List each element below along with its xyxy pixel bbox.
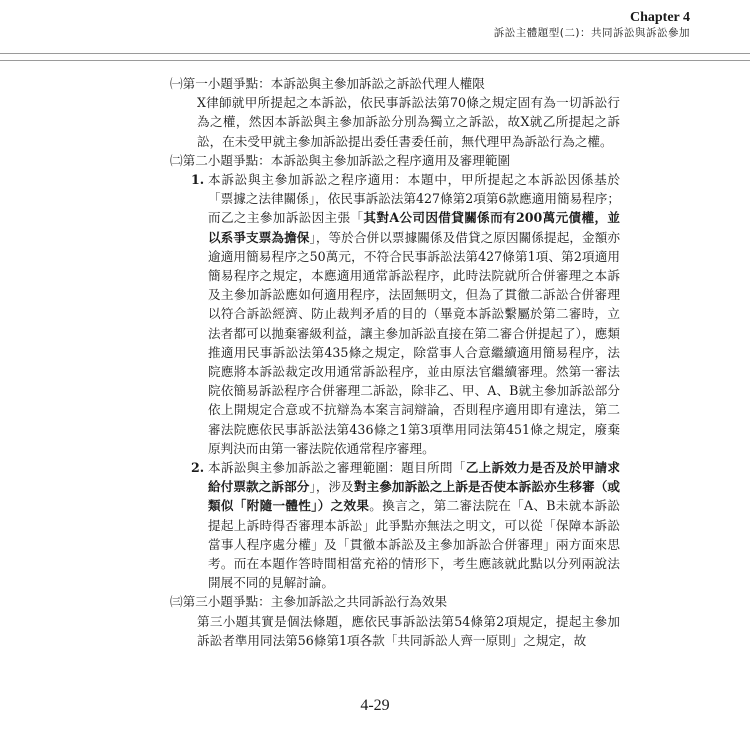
section-1-label: ㈠第一小題爭點： (170, 76, 271, 91)
item-1-number: 1. (191, 172, 205, 188)
chapter-label: Chapter 4 (629, 10, 690, 25)
item-1-body (208, 170, 620, 458)
section-3-label: ㈢第三小題爭點： (170, 594, 271, 610)
section-3-body: 第三小題其實是個法條題，應依民事訴訟法第54條第2項規定，提起主參加訴訟者準用同法第56條第1項各款「共同訴訟人齊一原則」之規定，故 (197, 613, 620, 648)
page-body (170, 74, 620, 650)
section-2-item-2 (170, 458, 620, 592)
item-2-text-b: 」，涉及 (309, 479, 354, 495)
page-number: 4-29 (360, 697, 390, 714)
section-2-heading (170, 151, 620, 170)
item-2-number: 2. (191, 460, 205, 476)
running-header (494, 10, 690, 40)
item-2-text-c: 。換言之，第二審法院在「A、B未就本訴訟提起上訴時得否審理本訴訟」此爭點亦無法之明文，可以從「保障本訴訟當事人程序處分權」及「貫徹本訴訟及主參加訴訟合併審理」兩方面來思考。而在本題作答時間相當充裕的情形下，考生應該就此點以分列兩說法開展不同的見解討論。 (208, 498, 620, 591)
section-3-heading (170, 592, 620, 611)
section-2-item-1 (170, 170, 620, 458)
header-rule (0, 53, 750, 61)
section-3-title: 主參加訴訟之共同訴訟行為效果 (270, 594, 448, 610)
item-2-text-a: 本訴訟與主參加訴訟之審理範圍：題目所問「 (208, 460, 466, 476)
section-2-title: 本訴訟與主參加訴訟之程序適用及審理範圍 (270, 152, 511, 168)
item-1-emphasis: 其對A公司因借貸關係而有200萬元債權，並以系爭支票為擔保 (208, 210, 621, 245)
section-1-body: X律師就甲所提起之本訴訟，依民事訴訟法第70條之規定固有為一切訴訟行為之權，然因本訴訟與主參加訴訟分別為獨立之訴訟，故X就乙所提起之訴訟，在未受甲就主參加訴訟提出委任書委任前，無代理甲為訴訟行為之權。 (197, 95, 620, 149)
item-2-emphasis-1: 乙上訴效力是否及於甲請求給付票款之訴部分 (208, 460, 621, 495)
section-1-heading (170, 74, 620, 93)
item-2-body (208, 458, 620, 592)
section-1-title: 本訴訟與主參加訴訟之訴訟代理人權限 (270, 76, 485, 91)
item-1-text-b: 」，等於合併以票據關係及借貸之原因關係提起，金額亦逾適用簡易程序之50萬元，不符合民事訴訟法第427條第1項、第2項適用簡易程序之規定，本應適用通常訴訟程序，此時法院就所合併審理之本訴及主參加訴訟應如何適用程序，法固無明文，但為了貫徹二訴訟合併審理以符合訴訟經濟、防止裁判矛盾的目的（畢竟本訴訟繫屬於第二審時，立法者都可以拋棄審級利益，讓主參加訴訟直接在第二審合併提起了），應類推適用民事訴訟法第435條之規定，除當事人合意繼續適用簡易程序，法院應將本訴訟裁定改用通常訴訟程序，並由原法官繼續審理。然第一審法院依簡易訴訟程序合併審理二訴訟，除非乙、甲、A、B就主參加訴訟部分依上開規定合意或不抗辯為本案言詞辯論，否則程序適用即有違法，第二審法院應依民事訴訟法第436條之1第3項準用同法第451條之規定，廢棄原判決而由第一審法院依通常程序審理。 (208, 229, 621, 456)
section-2-label: ㈡第二小題爭點： (170, 152, 271, 168)
chapter-subtitle: 訴訟主體題型(二)：共同訴訟與訴訟參加 (493, 27, 690, 39)
item-2-emphasis-2: 對主參加訴訟之上訴是否使本訴訟亦生移審（或類似「附隨一體性」）之效果 (208, 479, 621, 514)
item-1-text-a: 本訴訟與主參加訴訟之程序適用：本題中，甲所提起之本訴訟因係基於「票據之法律關係」，依民事訴訟法第427條第2項第6款應適用簡易程序；而乙之主參加訴訟因主張「 (208, 172, 620, 226)
